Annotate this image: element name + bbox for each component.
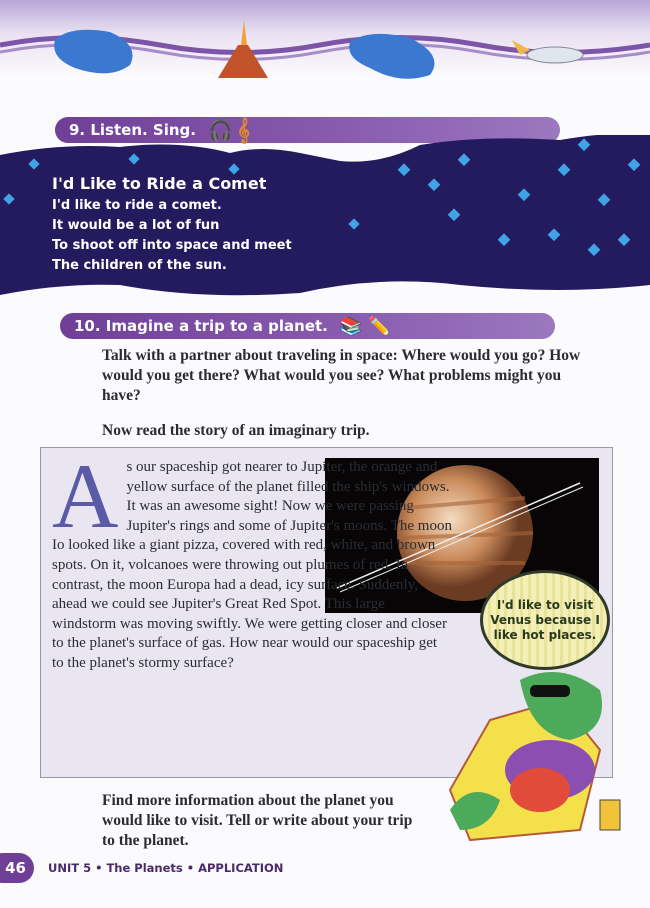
read-prompt: Now read the story of an imaginary trip. <box>102 422 370 439</box>
closing-prompt: Find more information about the planet you would like to visit. Tell or write about your trip to the planet. <box>102 792 413 849</box>
books-icon: 📚 <box>339 315 363 337</box>
song-line: To shoot off into space and meet <box>52 238 292 253</box>
page-number: 46 <box>0 853 34 883</box>
header-decoration <box>0 0 650 95</box>
section-10-heading-bar <box>60 313 555 339</box>
discussion-instruction: Talk with a partner about traveling in space: Where would you go? How would you get there? What would you see? What problems might you have? <box>102 347 581 404</box>
star-cloud-icon <box>349 34 434 79</box>
story-body: s our spaceship got nearer to Jupiter, the orange and yellow surface of the planet filled the ship's windows. It was an awesome sight! Now we were passing Jupiter's rings and some of Jupiter's moons. The moon Io looked like a giant pizza, covered with red, white, and brown spots. On it, volcanoes were throwing out plumes of red. In contrast, the moon Europa had a dead, icy surface. Suddenly, ahead we could see Jupiter's Great Red Spot. This large windstorm was moving swiftly. We were getting closer and closer to the planet's surface of gas. How near would our spaceship get to the planet's stormy surface? <box>52 459 452 671</box>
footer-label: UNIT 5 • The Planets • APPLICATION <box>48 861 284 875</box>
song-line: I'd like to ride a comet. <box>52 198 222 213</box>
headphones-icon: 🎧 <box>208 118 233 142</box>
speech-bubble: I'd like to visit Venus because I like hot places. <box>480 570 610 670</box>
section-10-heading: 10. Imagine a trip to a planet. <box>74 317 328 335</box>
pencil-paper-icon: ✏️ <box>368 315 391 337</box>
song-line: It would be a lot of fun <box>52 218 220 233</box>
song-line: The children of the sun. <box>52 258 227 273</box>
lizard-mascot-illustration <box>430 660 650 860</box>
song-title: I'd Like to Ride a Comet <box>52 174 267 193</box>
star-cloud-icon <box>54 30 132 74</box>
volcano-icon <box>218 20 268 78</box>
story-text <box>52 445 452 674</box>
music-note-icon: 𝄞 <box>236 117 250 143</box>
section-9-heading: 9. Listen. Sing. <box>69 121 196 139</box>
song-lyrics <box>52 174 292 276</box>
drop-cap: A <box>52 445 119 547</box>
rocket-icon <box>512 40 583 63</box>
space-banner-illustration <box>0 0 650 95</box>
